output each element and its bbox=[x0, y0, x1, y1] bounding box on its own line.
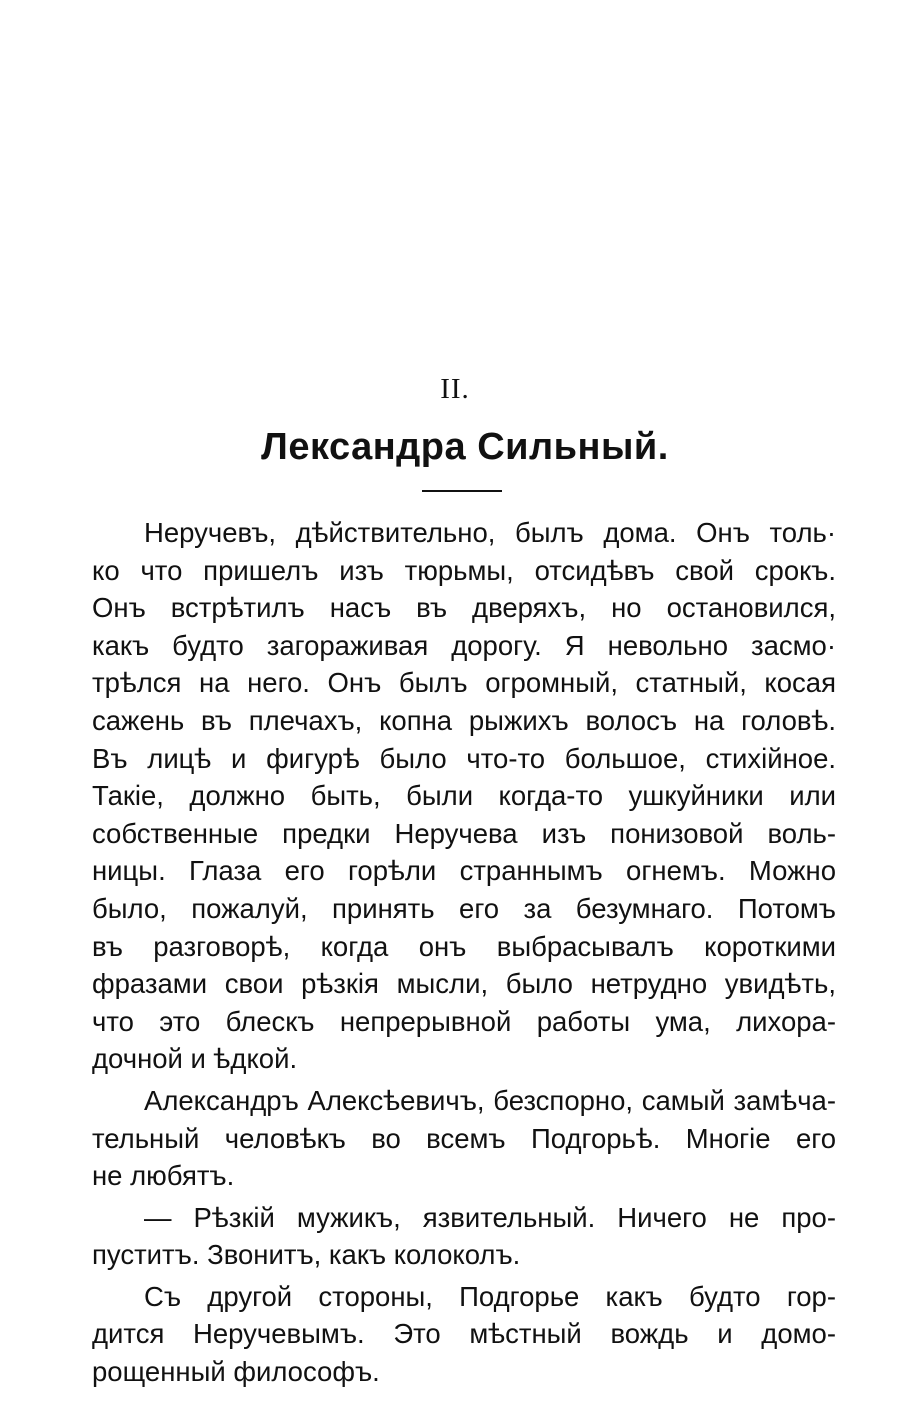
text-line: какъ будто загораживая дорогу. Я невольно засмо· bbox=[92, 629, 836, 661]
text-line: — Рѣзкій мужикъ, язвительный. Ничего не про- bbox=[144, 1201, 836, 1233]
text-line: тельный человѣкъ во всемъ Подгорьѣ. Многіе его bbox=[92, 1122, 836, 1154]
text-line: рощенный философъ. bbox=[92, 1356, 380, 1388]
text-line: что это блескъ непрерывной работы ума, лихора- bbox=[92, 1005, 836, 1037]
chapter-title: Лександра Сильный. bbox=[261, 426, 669, 468]
body-text bbox=[92, 514, 836, 1391]
text-line: сажень въ плечахъ, копна рыжихъ волосъ на головѣ. bbox=[92, 704, 836, 736]
paragraph bbox=[92, 1082, 836, 1195]
text-line: Онъ встрѣтилъ насъ въ дверяхъ, но остановился, bbox=[92, 592, 836, 624]
text-line: ницы. Глаза его горѣли страннымъ огнемъ. Можно bbox=[92, 855, 836, 887]
paragraph bbox=[92, 1199, 836, 1274]
text-line: фразами свои рѣзкія мысли, было нетрудно увидѣть, bbox=[92, 968, 836, 1000]
chapter-number: II. bbox=[440, 373, 470, 405]
text-line: въ разговорѣ, когда онъ выбрасывалъ короткими bbox=[92, 930, 836, 962]
text-line: Такіе, должно быть, были когда-то ушкуйники или bbox=[92, 780, 836, 812]
text-line: было, пожалуй, принять его за безумнаго. Потомъ bbox=[92, 892, 836, 924]
text-line: трѣлся на него. Онъ былъ огромный, статный, косая bbox=[92, 667, 836, 699]
text-line: ко что пришелъ изъ тюрьмы, отсидѣвъ свой срокъ. bbox=[92, 554, 836, 586]
title-rule bbox=[422, 490, 502, 492]
paragraph bbox=[92, 514, 836, 1078]
text-line: Александръ Алексѣевичъ, безспорно, самый замѣча- bbox=[144, 1084, 836, 1116]
text-line: Въ лицѣ и фигурѣ было что-то большое, стихійное. bbox=[92, 742, 836, 774]
text-line: не любятъ. bbox=[92, 1160, 235, 1192]
paragraph bbox=[92, 1278, 836, 1391]
text-line: собственные предки Неручева изъ понизовой воль- bbox=[92, 817, 836, 849]
text-line: пуститъ. Звонитъ, какъ колоколъ. bbox=[92, 1239, 521, 1271]
text-line: дочной и ѣдкой. bbox=[92, 1043, 298, 1075]
text-line: Съ другой стороны, Подгорье какъ будто гор- bbox=[144, 1280, 836, 1312]
text-line: Неручевъ, дѣйствительно, былъ дома. Онъ толь· bbox=[144, 517, 836, 548]
text-line: дится Неручевымъ. Это мѣстный вождь и домо- bbox=[92, 1318, 836, 1350]
